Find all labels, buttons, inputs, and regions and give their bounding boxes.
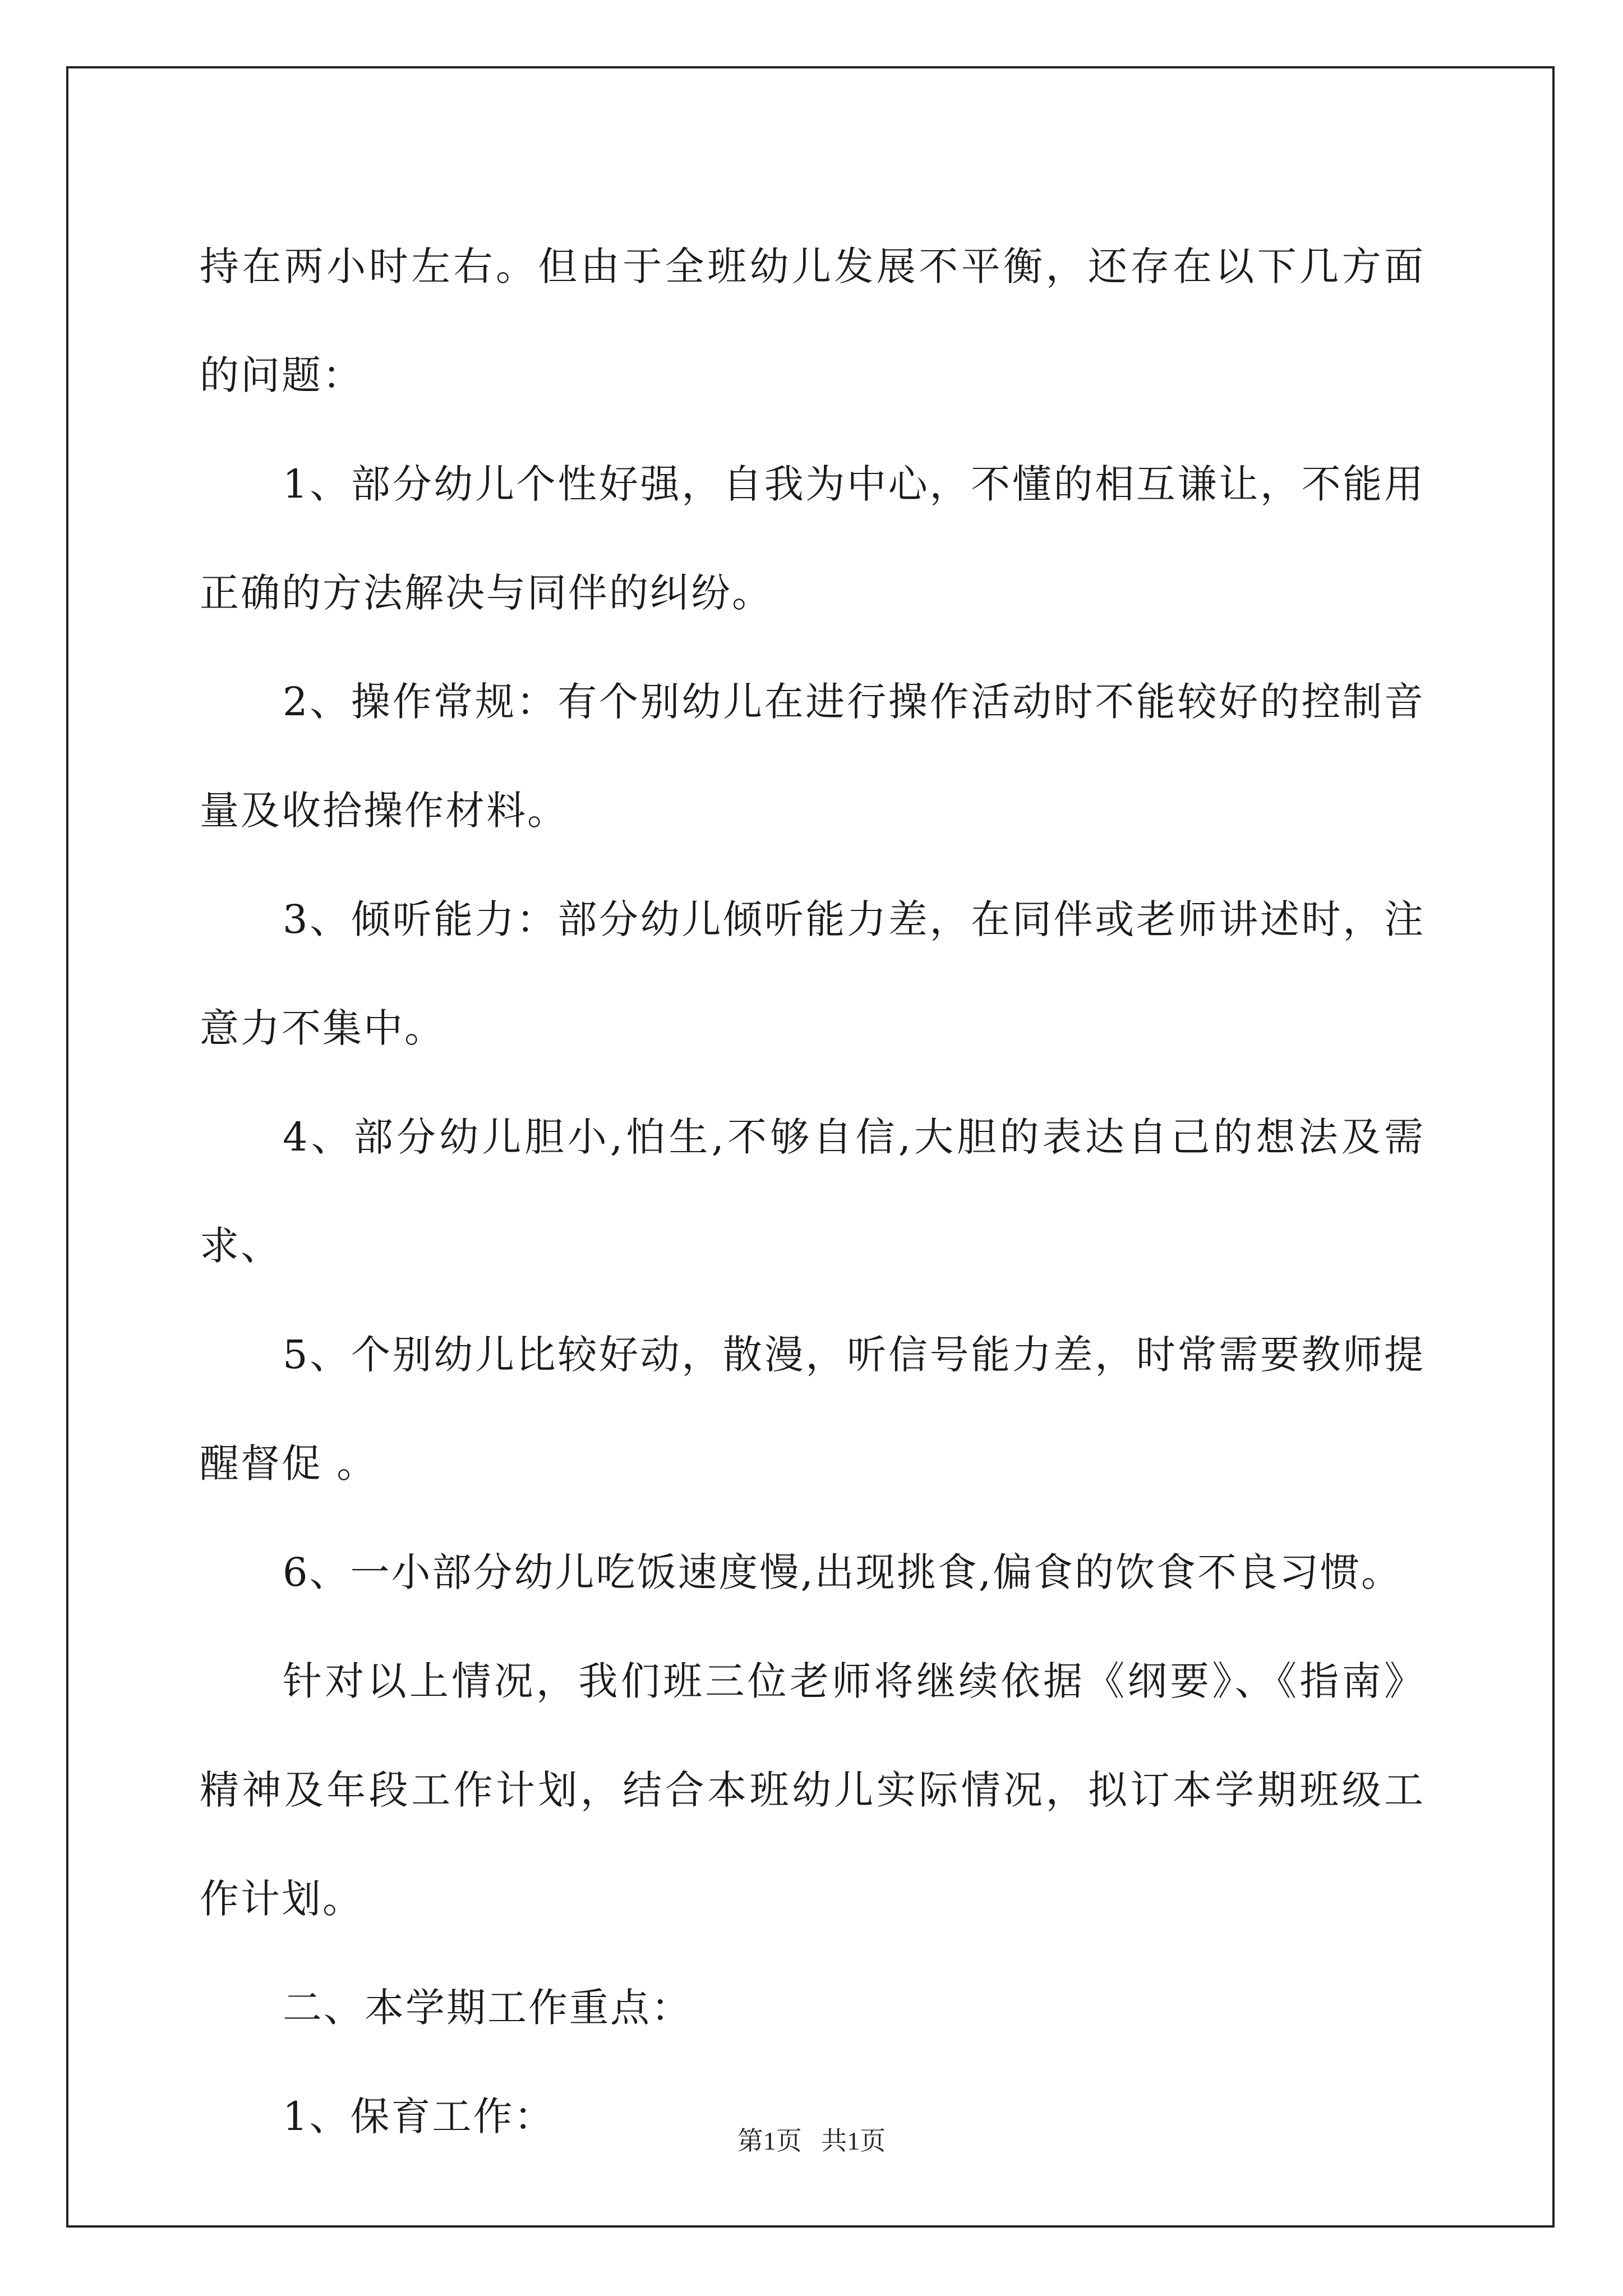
paragraph-item-5: 5、个别幼儿比较好动，散漫，听信号能力差，时常需要教师提醒督促 。 <box>200 1332 1425 1487</box>
subsection-heading: 1、保育工作： <box>283 2093 555 2139</box>
paragraph-item-6: 6、一小部分幼儿吃饭速度慢,出现挑食,偏食的饮食不良习惯。 <box>283 1549 1403 1595</box>
page-total: 共1页 <box>821 2127 886 2155</box>
page-number: 第1页 <box>737 2127 802 2155</box>
paragraph-item-4: 4、部分幼儿胆小,怕生,不够自信,大胆的表达自己的想法及需求、 <box>200 1114 1425 1269</box>
page-footer <box>0 2120 1623 2157</box>
document-body <box>200 212 1425 2171</box>
paragraph-item-2: 2、操作常规：有个别幼儿在进行操作活动时不能较好的控制音量及收拾操作材料。 <box>200 679 1425 834</box>
paragraph-item-3: 3、倾听能力：部分幼儿倾听能力差，在同伴或老师讲述时，注意力不集中。 <box>200 896 1425 1051</box>
paragraph-summary: 针对以上情况，我们班三位老师将继续依据《纲要》、《指南》精神及年段工作计划，结合本班幼儿实际情况，拟订本学期班级工作计划。 <box>200 1658 1425 1922</box>
section-heading: 二、本学期工作重点： <box>283 1985 692 2031</box>
paragraph-item-1: 1、部分幼儿个性好强，自我为中心，不懂的相互谦让，不能用正确的方法解决与同伴的纠纷。 <box>200 461 1425 616</box>
paragraph-continuation: 持在两小时左右。但由于全班幼儿发展不平衡，还存在以下几方面的问题： <box>200 243 1425 398</box>
